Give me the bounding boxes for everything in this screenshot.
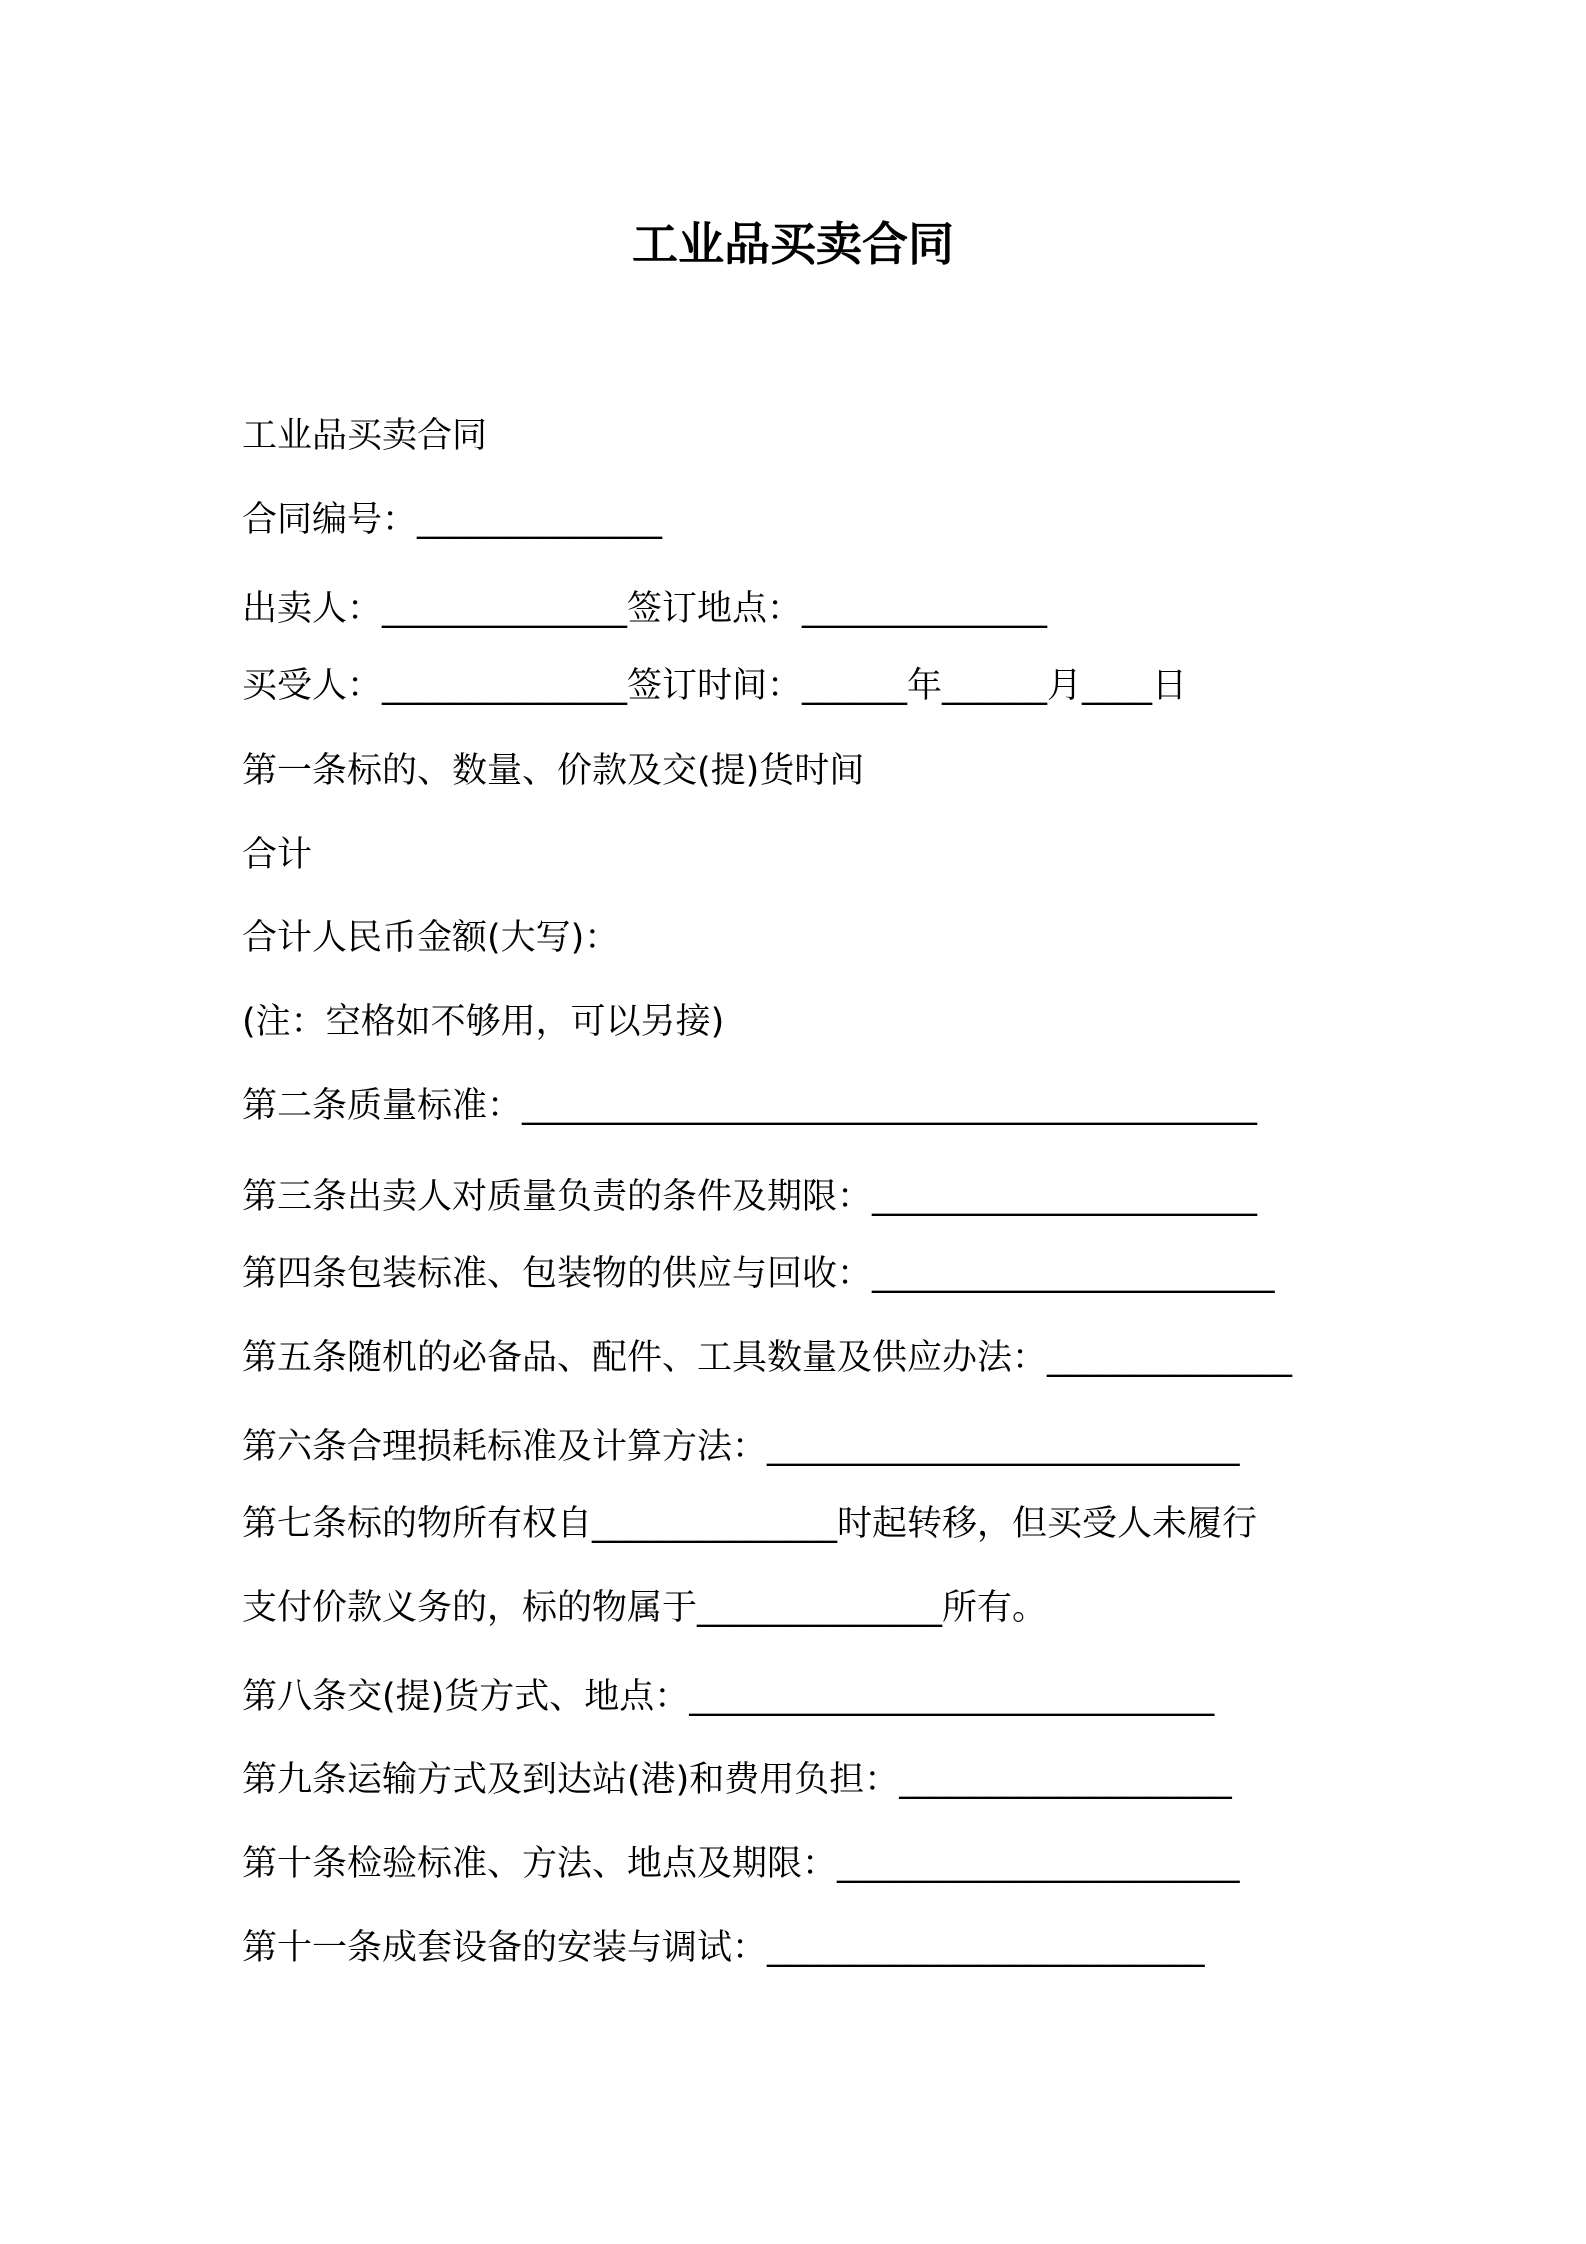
article-10-line: 第十条检验标准、方法、地点及期限：_______________________ bbox=[242, 1844, 1240, 1884]
article-1-line: 第一条标的、数量、价款及交(提)货时间 bbox=[242, 751, 865, 791]
article-7-line: 第七条标的物所有权自______________时起转移，但买受人未履行 bbox=[242, 1504, 1258, 1544]
contract-number-line: 合同编号：______________ bbox=[242, 500, 663, 540]
note-line: (注：空格如不够用，可以另接) bbox=[242, 1002, 725, 1042]
article-9-line: 第九条运输方式及到达站(港)和费用负担：___________________ bbox=[242, 1760, 1232, 1800]
subtitle-line: 工业品买卖合同 bbox=[242, 416, 488, 456]
seller-line: 出卖人：______________签订地点：______________ bbox=[242, 589, 1048, 629]
article-8-line: 第八条交(提)货方式、地点：______________________________ bbox=[242, 1677, 1215, 1717]
article-7-continuation-line: 支付价款义务的，标的物属于______________所有。 bbox=[242, 1588, 1048, 1628]
buyer-line: 买受人：______________签订时间：______年______月____日 bbox=[242, 666, 1188, 706]
total-line: 合计 bbox=[242, 835, 313, 875]
article-5-line: 第五条随机的必备品、配件、工具数量及供应办法：______________ bbox=[242, 1338, 1293, 1378]
article-4-line: 第四条包装标准、包装物的供应与回收：_______________________ bbox=[242, 1254, 1275, 1294]
article-3-line: 第三条出卖人对质量负责的条件及期限：______________________ bbox=[242, 1177, 1258, 1217]
document-title: 工业品买卖合同 bbox=[632, 217, 954, 271]
article-6-line: 第六条合理损耗标准及计算方法：___________________________ bbox=[242, 1427, 1240, 1467]
article-2-line: 第二条质量标准：__________________________________________ bbox=[242, 1086, 1258, 1126]
article-11-line: 第十一条成套设备的安装与调试：_________________________ bbox=[242, 1928, 1205, 1968]
total-rmb-line: 合计人民币金额(大写)： bbox=[242, 918, 620, 958]
